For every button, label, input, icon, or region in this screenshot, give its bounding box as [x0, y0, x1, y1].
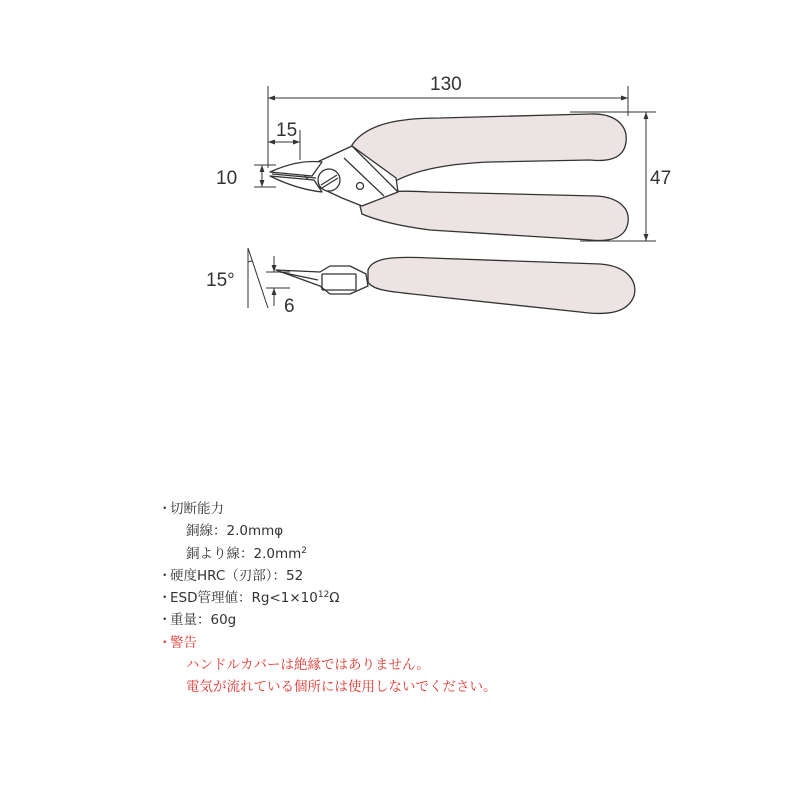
dim-thickness-label: 6	[284, 296, 295, 317]
dim-length-label: 130	[430, 74, 462, 95]
spec-cutting-capacity: ・切断能力	[158, 501, 224, 517]
pliers-side-view	[276, 257, 635, 313]
spec-weight: ・重量：60g	[158, 612, 237, 629]
spec-copper-wire: 銅線：2.0mmφ	[186, 523, 284, 540]
upper-jaw	[270, 161, 322, 176]
dim-height-label: 47	[650, 168, 672, 189]
spec-esd: ・ESD管理値：$Rg<1\times 10^{12}\Omega$	[158, 590, 340, 607]
dim-tip-height-label: 10	[216, 168, 238, 189]
warning-heading: ・警告	[158, 634, 197, 651]
dim-angle-label: 15°	[206, 270, 235, 291]
side-handle	[368, 257, 635, 313]
pliers-top-view	[270, 114, 628, 241]
warning-line-2: 電気が流れている個所には使用しないでください。	[186, 679, 497, 696]
spec-hardness: ・硬度HRC（刃部）：52	[158, 567, 304, 584]
warning-line-1: ハンドルカバーは絶縁ではありません。	[186, 657, 430, 674]
lower-handle	[360, 191, 628, 240]
dim-tip-length-label: 15	[276, 120, 298, 141]
spec-stranded-wire: 銅より線：$2.0mm^2$	[186, 545, 308, 562]
spec-list	[158, 498, 718, 699]
